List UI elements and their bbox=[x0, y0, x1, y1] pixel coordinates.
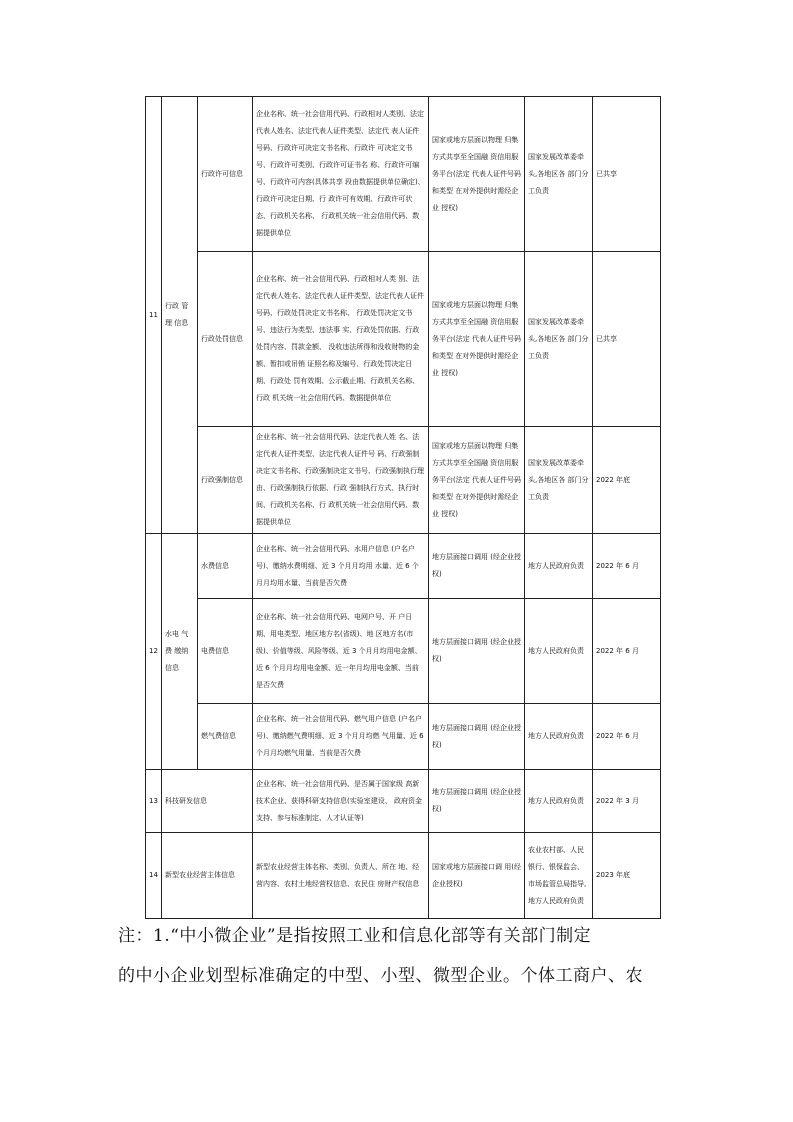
item-name-cell: 燃气费信息 bbox=[198, 704, 253, 770]
status-cell: 2022 年 6 月 bbox=[593, 704, 661, 770]
sharing-method-cell: 国家或地方层面以物理 归集方式共享至全国融 资信用服务平台(法定 代表人证件号码和类型 在对外提供时需经企业 授权) bbox=[429, 97, 525, 252]
info-sharing-table bbox=[145, 96, 661, 919]
content-cell: 企业名称、统一社会信用代码、法定代表人姓 名、法定代表人证件类型、法定代表人证件号 码、行政强制决定文书名称、行政强制决定文书号、行政强制执行理由、行政强制执行依据、行政 强制执行方式、执行时间、行政机关名称、行 政机关统一社会信用代码、数据提供单位 bbox=[253, 427, 429, 534]
content-cell: 企业名称、统一社会信用代码、是否属于国家级 高新技术企业、获得科研支持信息(实验室建设、 政府资金支持、参与标准制定、人才认证等) bbox=[253, 770, 429, 833]
status-cell: 2022 年 6 月 bbox=[593, 599, 661, 704]
responsible-cell: 农业农村部、人民 银行、银保监会、 市场监管总局指导, 地方人民政府负责 bbox=[525, 833, 593, 919]
table-row bbox=[146, 704, 661, 770]
table-row bbox=[146, 599, 661, 704]
footnote-line-2: 的中小企业划型标准确定的中型、小型、微型企业。个体工商户、农 bbox=[118, 966, 643, 986]
table-row bbox=[146, 427, 661, 534]
content-cell: 企业名称、统一社会信用代码、燃气用户信息 (户名户号)、缴纳燃气费明细、近 3 个月月均燃 气用量、近 6 个月月均燃气用量、当前是否欠费 bbox=[253, 704, 429, 770]
responsible-cell: 地方人民政府负责 bbox=[525, 599, 593, 704]
sharing-method-cell: 地方层面接口调用 (经企业授权) bbox=[429, 704, 525, 770]
sharing-method-cell: 地方层面接口调用 (经企业授权) bbox=[429, 770, 525, 833]
table-row bbox=[146, 770, 661, 833]
responsible-cell: 国家发展改革委牵头,各地区各 部门分工负责 bbox=[525, 252, 593, 427]
table-row bbox=[146, 252, 661, 427]
sharing-method-cell: 地方层面接口调用 (经企业授权) bbox=[429, 599, 525, 704]
status-cell: 2023 年底 bbox=[593, 833, 661, 919]
responsible-cell: 地方人民政府负责 bbox=[525, 704, 593, 770]
category-cell: 新型农业经营主体信息 bbox=[162, 833, 253, 919]
item-name-cell: 电费信息 bbox=[198, 599, 253, 704]
content-cell: 企业名称、统一社会信用代码、电网户号、开 户日期、用电类型、地区地方名(省级)、地 区地方名(市级)、价值等级、风险等级、近 3 个月月均用电金额、近 6 个月月均用电金额、近一年月均用电金额、当前是否欠费 bbox=[253, 599, 429, 704]
responsible-cell: 国家发展改革委牵头,各地区各 部门分工负责 bbox=[525, 427, 593, 534]
status-cell: 2022 年底 bbox=[593, 427, 661, 534]
footnote-line-1: 注：1.“中小微企业”是指按照工业和信息化部等有关部门制定 bbox=[118, 926, 592, 946]
item-name-cell: 行政处罚信息 bbox=[198, 252, 253, 427]
responsible-cell: 国家发展改革委牵头,各地区各 部门分工负责 bbox=[525, 97, 593, 252]
sharing-method-cell: 国家或地方层面以物理 归集方式共享至全国融 资信用服务平台(法定 代表人证件号码和类型 在对外提供时需经企业 授权) bbox=[429, 427, 525, 534]
responsible-cell: 地方人民政府负责 bbox=[525, 534, 593, 599]
status-cell: 已共享 bbox=[593, 252, 661, 427]
content-cell: 新型农业经营主体名称、类别、负责人、所在 地、经营内容、农村土地经营权信息、农民住 房财产权信息 bbox=[253, 833, 429, 919]
status-cell: 2022 年 6 月 bbox=[593, 534, 661, 599]
content-cell: 企业名称、统一社会信用代码、水用户信息 (户名户号)、缴纳水费明细、近 3 个月月均用 水量、近 6 个月月均用水量、当前是否欠费 bbox=[253, 534, 429, 599]
row-number: 13 bbox=[146, 770, 162, 833]
row-number: 14 bbox=[146, 833, 162, 919]
item-name-cell: 水费信息 bbox=[198, 534, 253, 599]
content-cell: 企业名称、统一社会信用代码、行政相对人类别、法定代表人姓名、法定代表人证件类型、法定代 表人证件号码、行政许可决定文书名称、行政许 可决定文书号、行政许可类别、行政许可证书名 称、行政许可编号、行政许可内容(具体共享 段由数据提供单位确定)、行政许可决定日期、行 政许可有效期、行政许可状态、行政机关名称、 行政机关统一社会信用代码、数据提供单位 bbox=[253, 97, 429, 252]
category-cell: 行政 管理 信息 bbox=[162, 97, 198, 534]
sharing-method-cell: 国家或地方层面以物理 归集方式共享至全国融 资信用服务平台(法定 代表人证件号码和类型 在对外提供时需经企业 授权) bbox=[429, 252, 525, 427]
status-cell: 2022 年 3 月 bbox=[593, 770, 661, 833]
responsible-cell: 地方人民政府负责 bbox=[525, 770, 593, 833]
item-name-cell: 行政强制信息 bbox=[198, 427, 253, 534]
table-row bbox=[146, 534, 661, 599]
item-name-cell: 行政许可信息 bbox=[198, 97, 253, 252]
category-cell: 科技研发信息 bbox=[162, 770, 253, 833]
category-cell: 水电 气 费 缴纳 信息 bbox=[162, 534, 198, 770]
row-number: 12 bbox=[146, 534, 162, 770]
status-cell: 已共享 bbox=[593, 97, 661, 252]
content-cell: 企业名称、统一社会信用代码、行政相对人类 别、法定代表人姓名、法定代表人证件类型、法定代表人证件号码、行政处罚决定文书名称、 行政处罚决定文书号、违法行为类型、违法事 实、行政处罚依据、行政处罚内容、罚款金额、 没收违法所得和没收财物的金额、暂扣或吊销 证照名称及编号、行政处罚决定日期、行政处 罚有效期、公示截止期、行政机关名称、行政 机关统一社会信用代码、数据提供单位 bbox=[253, 252, 429, 427]
table-row bbox=[146, 97, 661, 252]
row-number: 11 bbox=[146, 97, 162, 534]
sharing-method-cell: 地方层面接口调用 (经企业授权) bbox=[429, 534, 525, 599]
sharing-method-cell: 国家或地方层面接口调 用(经企业授权) bbox=[429, 833, 525, 919]
table-row bbox=[146, 833, 661, 919]
